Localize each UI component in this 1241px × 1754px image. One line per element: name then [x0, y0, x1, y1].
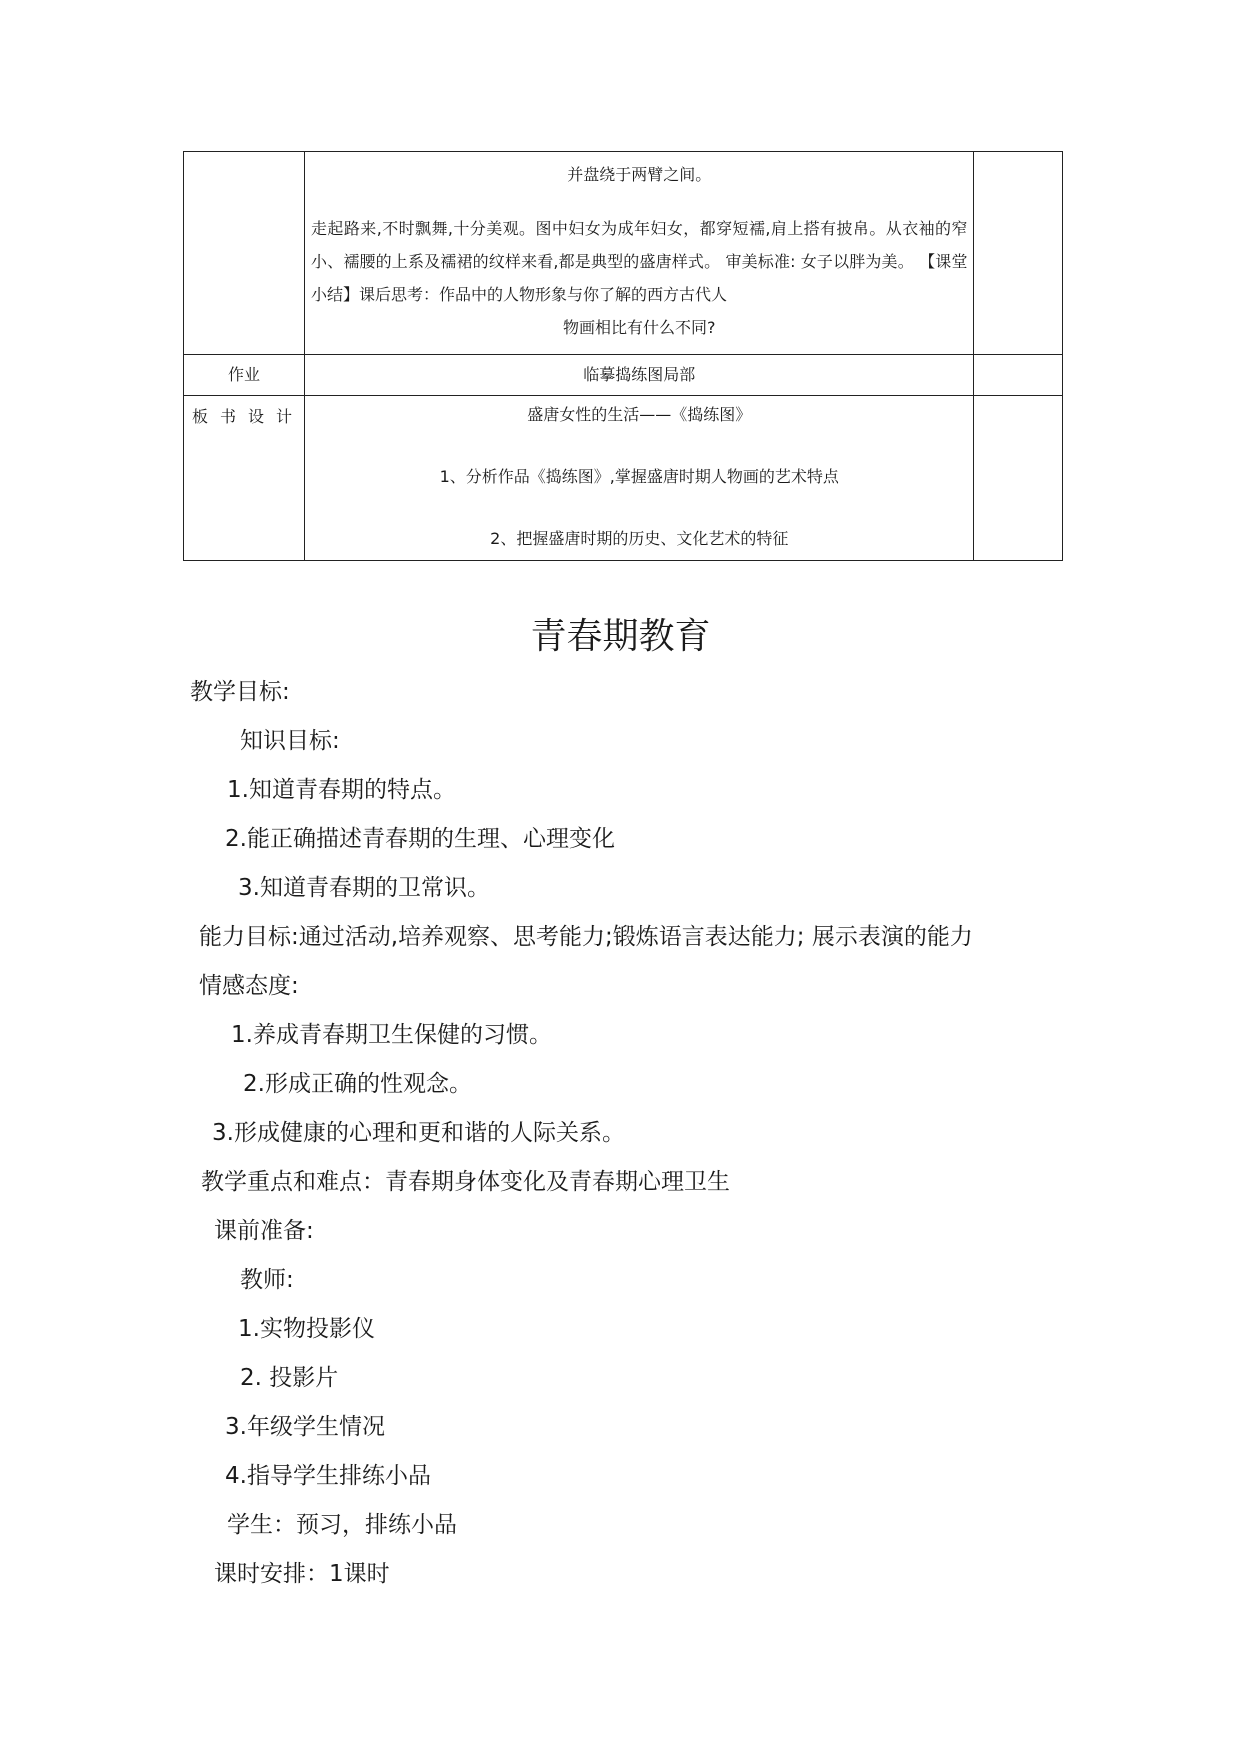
- list-item: 3.年级学生情况: [225, 1414, 385, 1440]
- table-row: [184, 152, 1063, 355]
- row-extra-cell: [974, 152, 1063, 355]
- board-design-label: 板书设计: [192, 407, 305, 426]
- subsection-heading: 教师:: [240, 1267, 294, 1293]
- board-design-content: [305, 396, 974, 561]
- board-design-label-cell: [184, 396, 305, 561]
- list-item: 2.形成正确的性观念。: [243, 1071, 472, 1097]
- list-item: 1.知道青春期的特点。: [227, 777, 456, 803]
- homework-content: 临摹捣练图局部: [305, 355, 974, 396]
- text-line: 学生：预习，排练小品: [227, 1512, 457, 1538]
- content-paragraph: 走起路来,不时飘舞,十分美观。图中妇女为成年妇女，都穿短襦,肩上搭有披帛。从衣袖的窄小、襦腰的上系及襦裙的纹样来看,都是典型的盛唐样式。 审美标准: 女子以胖为美。 【课堂小结】课后思考：作品中的人物形象与你了解的西方古代人: [311, 219, 968, 305]
- list-item: 4.指导学生排练小品: [225, 1463, 431, 1489]
- list-item: 1.实物投影仪: [238, 1316, 375, 1342]
- list-item: 1.养成青春期卫生保健的习惯。: [231, 1022, 552, 1048]
- board-design-point: 1、分析作品《捣练图》,掌握盛唐时期人物画的艺术特点: [439, 467, 839, 486]
- list-item: 3.形成健康的心理和更和谐的人际关系。: [212, 1120, 625, 1146]
- content-line: 物画相比有什么不同?: [562, 318, 716, 338]
- text-line: 能力目标:通过活动,培养观察、思考能力;锻炼语言表达能力; 展示表演的能力: [199, 924, 973, 950]
- homework-label: 作业: [184, 355, 305, 396]
- board-design-title: 盛唐女性的生活——《捣练图》: [527, 405, 752, 424]
- text-line: 教学重点和难点：青春期身体变化及青春期心理卫生: [201, 1169, 730, 1195]
- row-extra-cell: [974, 355, 1063, 396]
- section-heading: 情感态度:: [199, 973, 299, 999]
- list-item: 3.知道青春期的卫常识。: [238, 875, 490, 901]
- row-label-cell: [184, 152, 305, 355]
- row-content-cell: [305, 152, 974, 355]
- table-row: [184, 396, 1063, 561]
- list-item: 2. 投影片: [240, 1365, 339, 1391]
- list-item: 2.能正确描述青春期的生理、心理变化: [225, 826, 615, 852]
- section-heading: 课前准备:: [214, 1218, 314, 1244]
- text-line: 课时安排：1课时: [214, 1561, 390, 1587]
- row-extra-cell: [974, 396, 1063, 561]
- lesson-plan-table: [183, 151, 1063, 561]
- table-row: [184, 355, 1063, 396]
- content-line: 并盘绕于两臂之间。: [567, 165, 712, 184]
- document-title: 青春期教育: [530, 616, 711, 657]
- board-design-point: 2、把握盛唐时期的历史、文化艺术的特征: [490, 529, 789, 548]
- subsection-heading: 知识目标:: [240, 728, 340, 754]
- section-heading: 教学目标:: [190, 679, 290, 705]
